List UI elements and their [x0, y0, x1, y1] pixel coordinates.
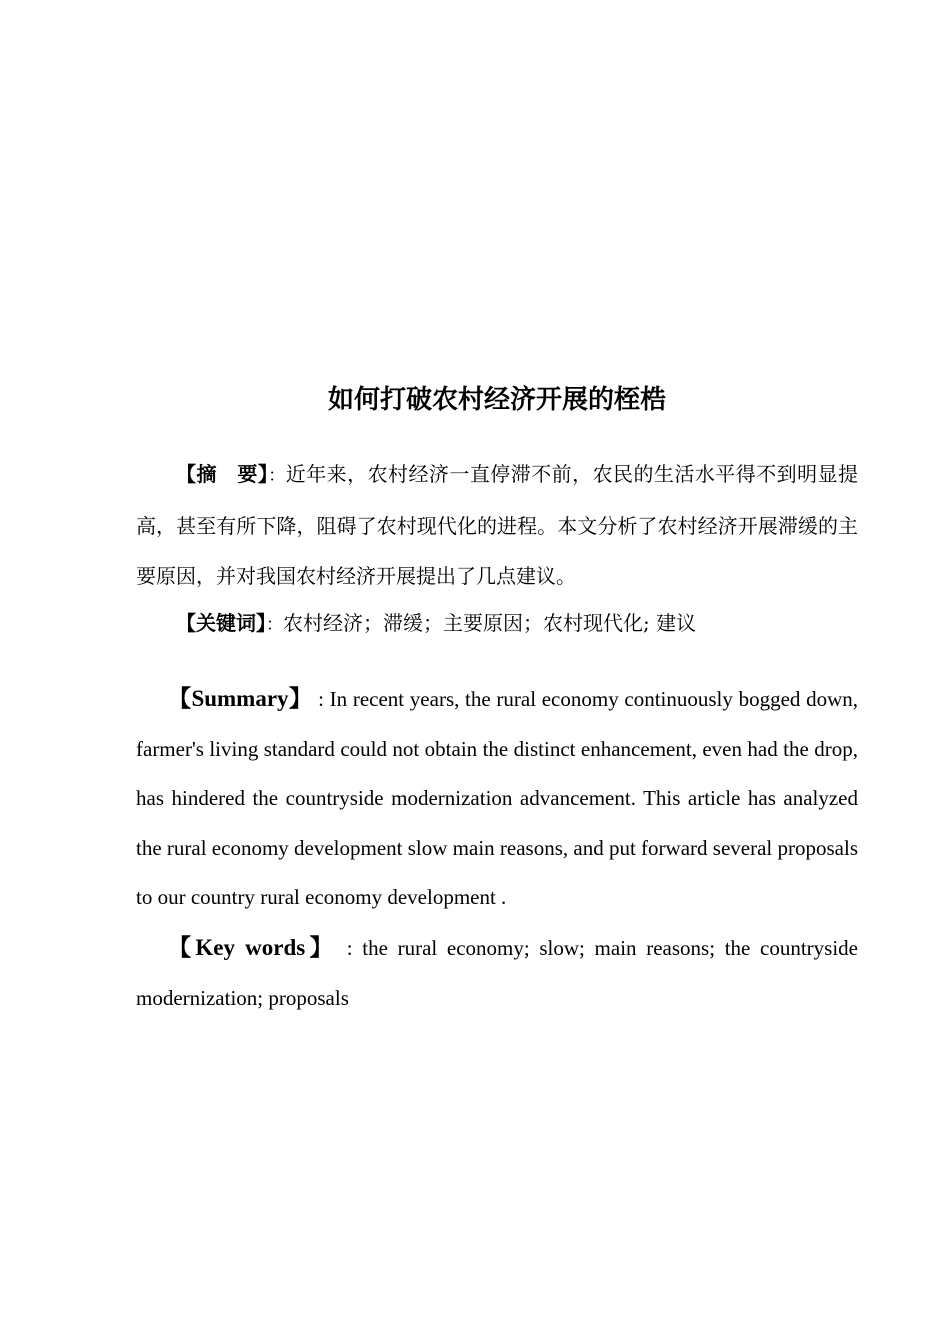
english-keywords	[136, 923, 858, 1023]
english-summary-label: 【Summary】	[168, 686, 313, 711]
english-keywords-label: 【Key words】	[168, 935, 338, 960]
chinese-keywords-text: 农村经济；滞缓；主要原因；农村现代化; 建议	[283, 611, 697, 635]
chinese-abstract-colon: ：	[268, 466, 286, 486]
english-summary-text: : In recent years, the rural economy continuously bogged down, farmer's living standard could not obtain the distinct enhancement, even had the drop, has hindered the countryside modernization advancement. This article has analyzed the rural economy development slow main reasons, and put forward several proposals to our country rural economy development .	[136, 687, 858, 909]
chinese-keywords-label: 【关键词】	[176, 611, 266, 635]
chinese-keywords	[136, 598, 858, 650]
chinese-keywords-colon: ：	[266, 615, 283, 635]
english-summary	[136, 674, 858, 923]
document-title: 如何打破农村经济开展的桎梏	[327, 385, 666, 415]
chinese-abstract-label: 【摘 要】	[176, 462, 269, 486]
chinese-abstract-text: 近年来，农村经济一直停滞不前，农民的生活水平得不到明显提高，甚至有所下降，阻碍了农村现代化的进程。本文分析了农村经济开展滞缓的主要原因，并对我国农村经济开展提出了几点建议。	[136, 462, 859, 588]
english-keywords-text: : the rural economy; slow; main reasons; the countryside modernization; proposals	[136, 936, 858, 1010]
chinese-abstract	[136, 449, 858, 601]
